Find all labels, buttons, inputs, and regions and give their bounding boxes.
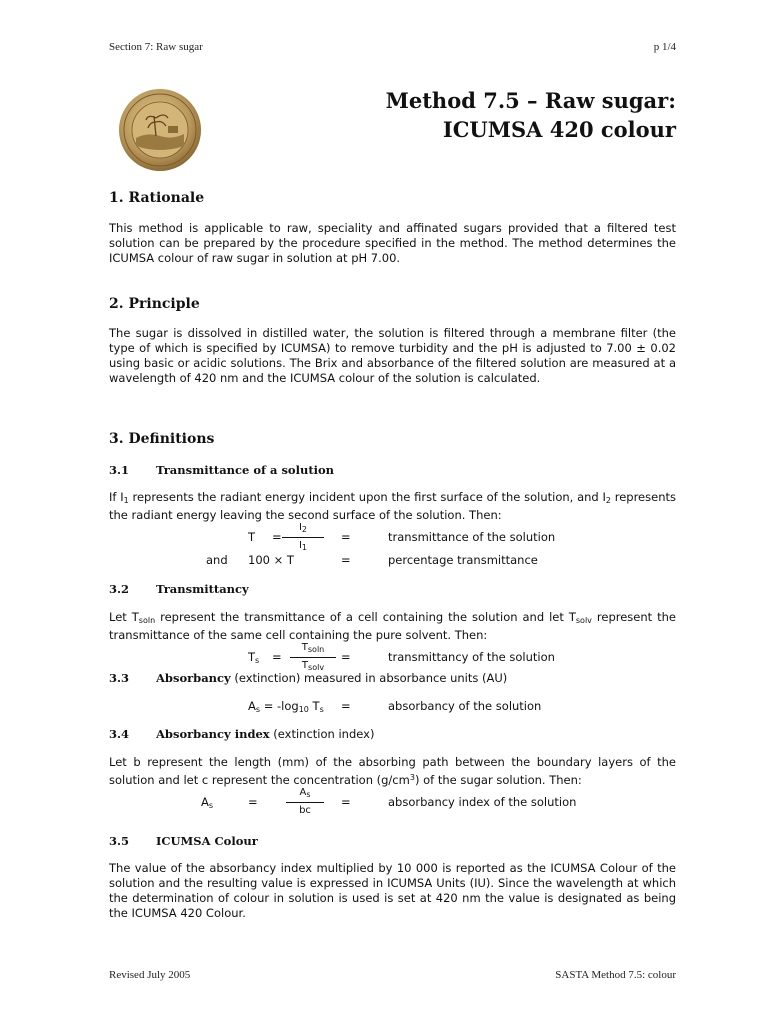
eq-percent-equals: = [341, 553, 351, 567]
title-line-2: ICUMSA 420 colour [442, 117, 676, 142]
eq-t-equals-2: = [341, 530, 351, 544]
section-heading-rationale: 1. Rationale [109, 190, 205, 206]
subsection-title: ICUMSA Colour [156, 834, 258, 848]
eq-ai-fraction: $A_s$ bc [286, 787, 324, 817]
eq-t-description: transmittance of the solution [388, 530, 556, 544]
eq-percent-description: percentage transmittance [388, 553, 538, 567]
subsection-number: 3.4 [109, 727, 130, 741]
subsection-number: 3.1 [109, 463, 130, 477]
subsection-3-5-heading [109, 834, 258, 848]
document-title [386, 86, 676, 144]
footer-left: Revised July 2005 [109, 969, 191, 981]
header-right: p 1/4 [653, 41, 676, 53]
subsection-number: 3.5 [109, 834, 130, 848]
eq-ai-equals-2: = [341, 795, 351, 809]
subsection-title: Absorbancy index [156, 727, 270, 741]
section-heading-principle: 2. Principle [109, 296, 200, 312]
transmittancy-text: Let $T_{soln}$ represent the transmittance of a cell containing the solution and let $T_{solv}$ represent the transmittance of the same cell containing the pure solvent. Then: [109, 610, 676, 642]
eq-percent-lhs: 100 × T [248, 553, 294, 567]
eq-ai-lhs: $A_s$ [201, 795, 214, 810]
seal-icon [118, 88, 202, 172]
header-left: Section 7: Raw sugar [109, 41, 203, 53]
principle-text: The sugar is dissolved in distilled water, the solution is filtered through a membrane filter (the type of which is specified by ICUMSA) to remove turbidity and the pH is adjusted to 7.00 ± 0.02 using basic or acidic solutions. The Brix and absorbance of the filtered solution are measured at a wavelength of 420 nm and the ICUMSA colour of the solution is calculated. [109, 326, 676, 385]
eq-ai-description: absorbancy index of the solution [388, 795, 577, 809]
eq-t-lhs: T [248, 530, 256, 544]
eq-ts-equals-2: = [341, 650, 351, 664]
eq-as-equals: = [341, 699, 351, 713]
eq-ts-lhs: $T_s$ [248, 650, 260, 665]
eq-ai-equals: = [248, 795, 258, 809]
rationale-text: This method is applicable to raw, speciality and affinated sugars provided that a filtered test solution can be prepared by the procedure specified in the method. The method determines the ICUMSA colour of raw sugar in solution at pH 7.00. [109, 221, 676, 265]
subsection-title: Transmittancy [156, 582, 249, 596]
subsection-3-4-heading [109, 727, 374, 741]
subsection-number: 3.3 [109, 671, 130, 685]
eq-as-description: absorbancy of the solution [388, 699, 542, 713]
eq-ts-fraction: $T_{soln}$ $T_{solv}$ [290, 642, 336, 674]
eq-t-fraction: $I_2$ $I_1$ [282, 522, 324, 554]
subsection-title: Transmittance of a solution [156, 463, 335, 477]
eq-ts-equals: = [272, 650, 282, 664]
subsection-title-rest: (extinction index) [269, 727, 375, 741]
subsection-3-2-heading [109, 582, 249, 596]
transmittance-text: If $I_1$ represents the radiant energy incident upon the first surface of the solution, and $I_2$ represents the radiant energy leaving the second surface of the solution. Then: [109, 490, 676, 522]
eq-as-lhs: $A_s = -\log_{10}$ $T_s$ [248, 699, 324, 714]
icumsa-colour-text: The value of the absorbancy index multiplied by 10 000 is reported as the ICUMSA Colour of the solution and the resulting value is expressed in ICUMSA Units (IU). Since the wavelength at which the determination of colour in solution is used is set at 420 nm the value is designated as being the ICUMSA 420 Colour. [109, 861, 676, 920]
subsection-3-1-heading [109, 463, 334, 477]
eq-and: and [206, 553, 228, 567]
absorbancy-index-text: Let b represent the length (mm) of the absorbing path between the boundary layers of the solution and let c represent the concentration $(g/cm^3)$ of the sugar solution. Then: [109, 755, 676, 787]
title-line-1: Method 7.5 – Raw sugar: [385, 88, 676, 113]
eq-ts-description: transmittancy of the solution [388, 650, 555, 664]
subsection-title: Absorbancy [156, 671, 231, 685]
subsection-title-rest: (extinction) measured in absorbance units (AU) [230, 671, 508, 685]
subsection-number: 3.2 [109, 582, 130, 596]
section-heading-definitions: 3. Definitions [109, 431, 215, 447]
eq-t-equals: = [272, 530, 282, 544]
footer-right: SASTA Method 7.5: colour [555, 969, 676, 981]
subsection-3-3-heading [109, 671, 507, 685]
